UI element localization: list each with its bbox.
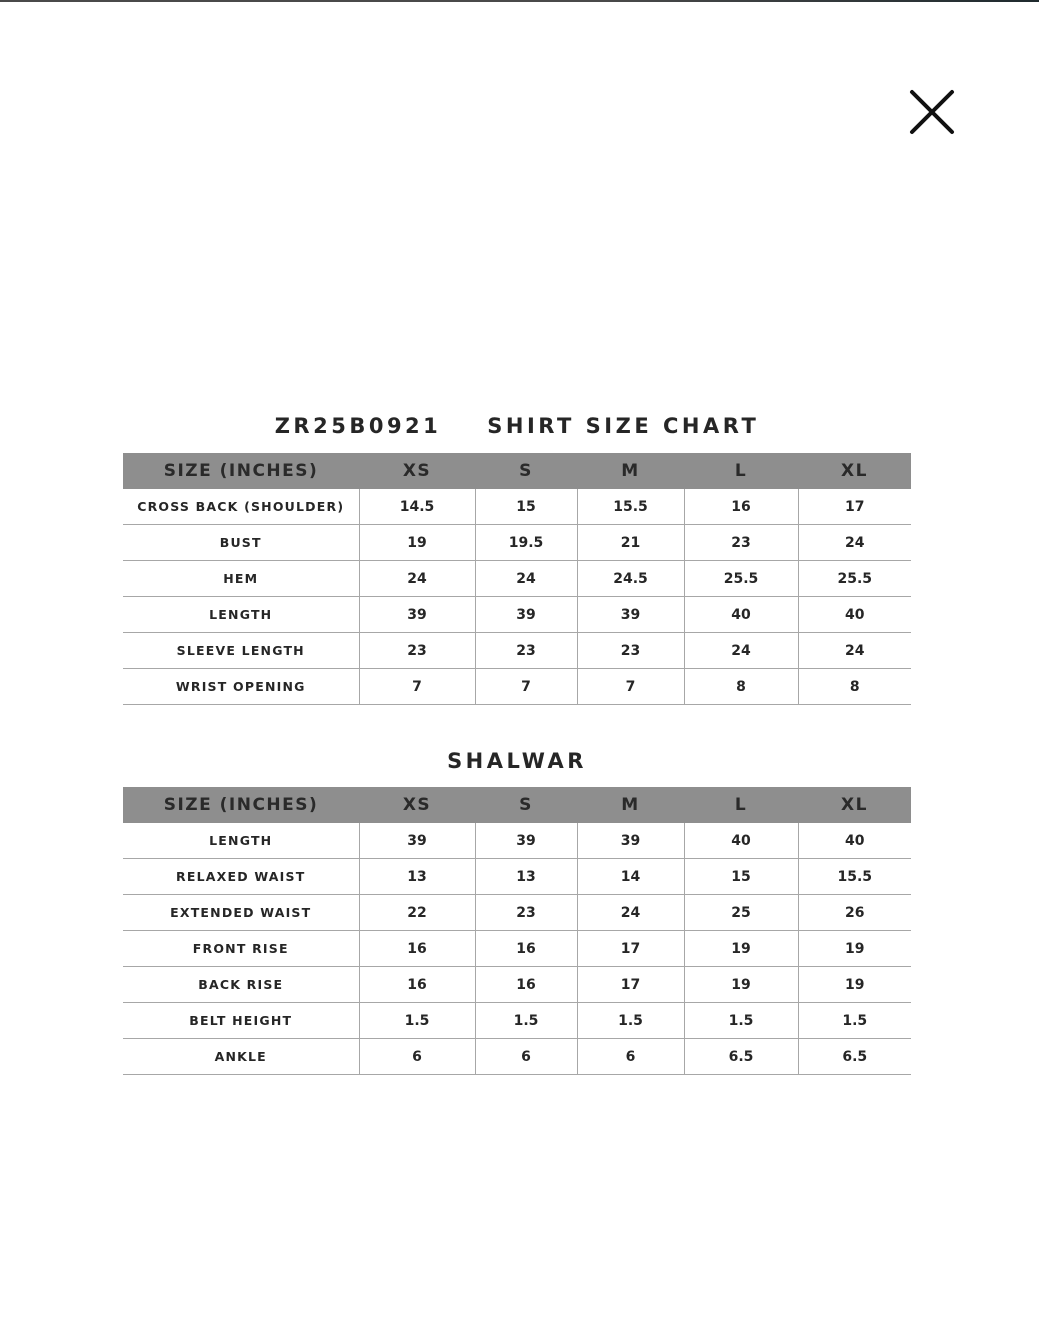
measurement-value: 22 — [359, 895, 475, 931]
measurement-value: 39 — [577, 823, 684, 859]
measurement-value: 21 — [577, 525, 684, 561]
column-header-size: S — [475, 787, 577, 823]
measurement-value: 25.5 — [684, 561, 798, 597]
measurement-value: 24 — [798, 525, 911, 561]
measurement-value: 19 — [684, 931, 798, 967]
measurement-value: 16 — [475, 967, 577, 1003]
measurement-value: 19 — [798, 931, 911, 967]
column-header-size: XL — [798, 787, 911, 823]
measurement-label: BUST — [123, 525, 359, 561]
table-row — [123, 489, 911, 525]
measurement-label: EXTENDED WAIST — [123, 895, 359, 931]
measurement-value: 1.5 — [359, 1003, 475, 1039]
measurement-value: 24 — [577, 895, 684, 931]
column-header-size: XS — [359, 453, 475, 489]
shirt-table-header — [123, 453, 911, 489]
column-header-size: M — [577, 453, 684, 489]
measurement-label: BELT HEIGHT — [123, 1003, 359, 1039]
shalwar-table-body — [123, 823, 911, 1075]
table-row — [123, 931, 911, 967]
shalwar-size-table — [123, 787, 911, 1075]
measurement-value: 1.5 — [684, 1003, 798, 1039]
measurement-value: 23 — [475, 895, 577, 931]
measurement-value: 19 — [359, 525, 475, 561]
measurement-value: 7 — [359, 669, 475, 705]
measurement-value: 24 — [798, 633, 911, 669]
measurement-value: 13 — [475, 859, 577, 895]
top-divider — [0, 0, 1039, 2]
shalwar-table-header — [123, 787, 911, 823]
measurement-value: 14.5 — [359, 489, 475, 525]
measurement-label: HEM — [123, 561, 359, 597]
measurement-label: LENGTH — [123, 597, 359, 633]
measurement-value: 24 — [475, 561, 577, 597]
header-row — [123, 453, 911, 489]
table-row — [123, 669, 911, 705]
measurement-value: 15.5 — [798, 859, 911, 895]
measurement-value: 26 — [798, 895, 911, 931]
measurement-value: 17 — [577, 967, 684, 1003]
measurement-value: 17 — [577, 931, 684, 967]
measurement-value: 6 — [577, 1039, 684, 1075]
measurement-value: 16 — [684, 489, 798, 525]
measurement-value: 13 — [359, 859, 475, 895]
measurement-value: 40 — [798, 597, 911, 633]
product-code: ZR25B0921 — [274, 414, 442, 438]
shirt-chart-heading — [123, 414, 911, 438]
measurement-value: 19 — [798, 967, 911, 1003]
measurement-label: LENGTH — [123, 823, 359, 859]
column-header-size: XL — [798, 453, 911, 489]
measurement-label: RELAXED WAIST — [123, 859, 359, 895]
measurement-value: 15 — [684, 859, 798, 895]
measurement-value: 39 — [359, 597, 475, 633]
measurement-value: 25 — [684, 895, 798, 931]
table-row — [123, 823, 911, 859]
column-header-size: XS — [359, 787, 475, 823]
column-header-size: L — [684, 787, 798, 823]
measurement-label: SLEEVE LENGTH — [123, 633, 359, 669]
close-icon — [905, 85, 959, 139]
measurement-value: 39 — [577, 597, 684, 633]
shirt-chart-title: SHIRT SIZE CHART — [487, 414, 760, 438]
table-row — [123, 1039, 911, 1075]
table-row — [123, 561, 911, 597]
measurement-value: 25.5 — [798, 561, 911, 597]
table-row — [123, 597, 911, 633]
measurement-label: ANKLE — [123, 1039, 359, 1075]
table-row — [123, 859, 911, 895]
measurement-value: 15.5 — [577, 489, 684, 525]
measurement-value: 19.5 — [475, 525, 577, 561]
table-row — [123, 967, 911, 1003]
shirt-table-body — [123, 489, 911, 705]
measurement-value: 39 — [475, 597, 577, 633]
measurement-value: 24.5 — [577, 561, 684, 597]
measurement-value: 19 — [684, 967, 798, 1003]
column-header-size: S — [475, 453, 577, 489]
measurement-label: WRIST OPENING — [123, 669, 359, 705]
measurement-value: 15 — [475, 489, 577, 525]
measurement-value: 40 — [684, 823, 798, 859]
measurement-value: 40 — [798, 823, 911, 859]
close-button[interactable] — [905, 85, 959, 139]
table-row — [123, 633, 911, 669]
measurement-value: 39 — [475, 823, 577, 859]
measurement-value: 6 — [359, 1039, 475, 1075]
measurement-value: 16 — [475, 931, 577, 967]
measurement-value: 8 — [798, 669, 911, 705]
table-row — [123, 525, 911, 561]
measurement-value: 14 — [577, 859, 684, 895]
measurement-value: 1.5 — [475, 1003, 577, 1039]
measurement-value: 23 — [577, 633, 684, 669]
measurement-value: 17 — [798, 489, 911, 525]
shalwar-chart-title: SHALWAR — [447, 749, 587, 773]
measurement-value: 23 — [684, 525, 798, 561]
measurement-value: 6 — [475, 1039, 577, 1075]
measurement-value: 39 — [359, 823, 475, 859]
table-row — [123, 895, 911, 931]
measurement-value: 7 — [577, 669, 684, 705]
table-row — [123, 1003, 911, 1039]
measurement-value: 40 — [684, 597, 798, 633]
column-header-measurement: SIZE (INCHES) — [123, 453, 359, 489]
measurement-value: 6.5 — [798, 1039, 911, 1075]
measurement-label: FRONT RISE — [123, 931, 359, 967]
measurement-value: 23 — [475, 633, 577, 669]
measurement-value: 16 — [359, 931, 475, 967]
measurement-value: 8 — [684, 669, 798, 705]
header-row — [123, 787, 911, 823]
measurement-value: 16 — [359, 967, 475, 1003]
measurement-value: 24 — [359, 561, 475, 597]
measurement-value: 1.5 — [577, 1003, 684, 1039]
measurement-value: 6.5 — [684, 1039, 798, 1075]
measurement-value: 24 — [684, 633, 798, 669]
column-header-size: L — [684, 453, 798, 489]
measurement-label: BACK RISE — [123, 967, 359, 1003]
measurement-value: 23 — [359, 633, 475, 669]
measurement-value: 7 — [475, 669, 577, 705]
measurement-value: 1.5 — [798, 1003, 911, 1039]
shirt-size-table — [123, 453, 911, 705]
column-header-measurement: SIZE (INCHES) — [123, 787, 359, 823]
measurement-label: CROSS BACK (SHOULDER) — [123, 489, 359, 525]
column-header-size: M — [577, 787, 684, 823]
